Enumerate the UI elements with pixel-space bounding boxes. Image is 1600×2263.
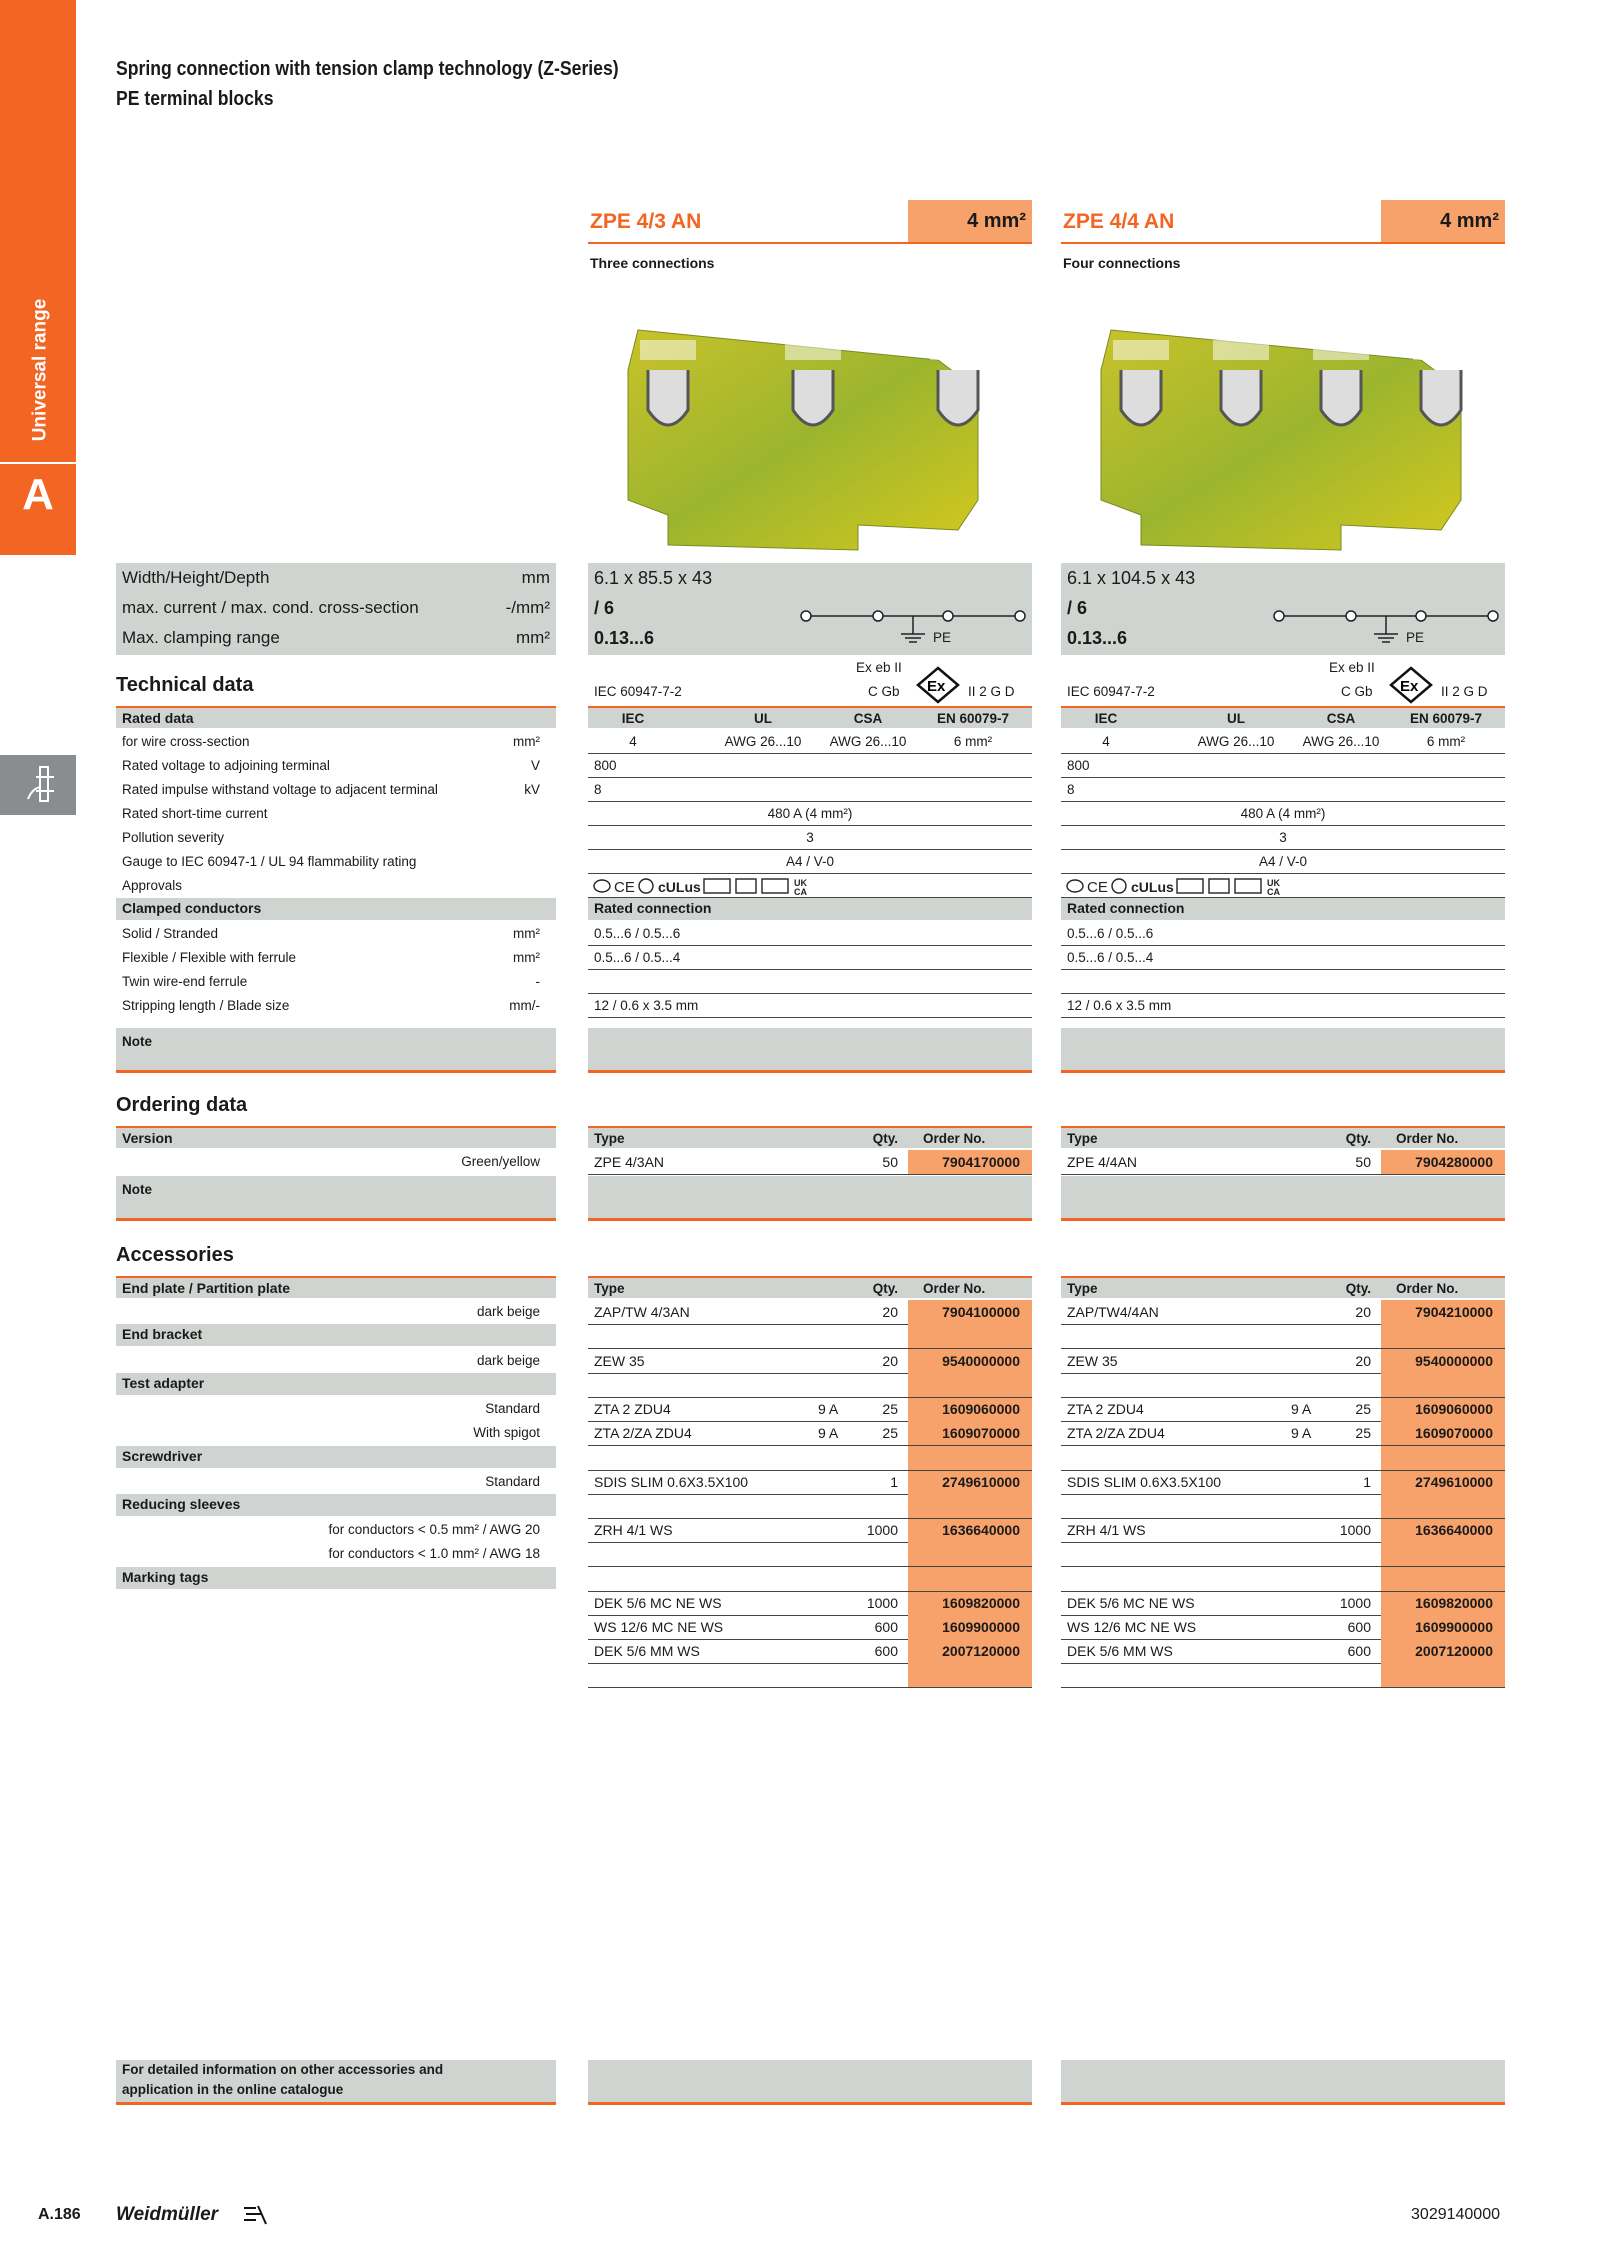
accessory-type: ZTA 2/ZA ZDU4 [594,1425,692,1441]
footer-note-underline [116,2102,556,2105]
marking-header: Marking tags [116,1567,556,1589]
page-title: Spring connection with tension clamp technology (Z-Series) [116,58,619,80]
order-qty: 50 [882,1154,898,1170]
row-divider [1061,1470,1505,1471]
imp-value: 8 [1067,782,1075,797]
row-divider [1061,1348,1505,1349]
technical-data-heading: Technical data [116,674,254,696]
accessory-rating: 9 A [1291,1425,1312,1441]
pe-schematic-icon [1271,598,1501,653]
clamp-value: 0.13...6 [1067,628,1128,648]
accessory-qty: 20 [882,1304,898,1320]
accessory-order-number[interactable]: 1636640000 [908,1518,1032,1542]
current-label: max. current / max. cond. cross-section [122,598,419,617]
accessory-qty: 25 [882,1401,898,1417]
pe-label: PE [933,630,952,645]
row-divider [588,777,1032,778]
poll-label: Pollution severity [122,830,225,845]
order-cell-empty [1381,1663,1505,1687]
reducing-header: Reducing sleeves [116,1494,556,1516]
gauge-value: A4 / V-0 [785,854,835,869]
svg-text:Ex: Ex [927,678,946,695]
order-cell-empty [908,1567,1032,1591]
testadapter-header: Test adapter [116,1373,556,1395]
rated-data-header: Rated data [116,706,556,728]
product-image [1081,300,1481,565]
row-divider [588,1591,1032,1592]
sidebar-divider [0,462,76,464]
accessory-order-number[interactable]: 1609900000 [908,1615,1032,1639]
cert-column: CSA [1326,711,1356,726]
document-number: 3029140000 [1411,2206,1500,2223]
solid-unit: mm² [513,926,540,941]
orderno-heading: Order No. [923,1131,986,1146]
note-underline [116,1070,556,1073]
endbracket-color: dark beige [476,1353,540,1368]
wire-label: for wire cross-section [122,734,250,749]
wire-value: 4 [1102,734,1110,749]
order-cell-empty [908,1324,1032,1348]
accessory-type: WS 12/6 MC NE WS [594,1619,724,1635]
wire-value: 6 mm² [1426,734,1466,749]
wire-value: AWG 26...10 [1302,734,1380,749]
approvals-label: Approvals [122,878,183,893]
accessory-order-number[interactable]: 7904100000 [908,1300,1032,1324]
svg-text:CA: CA [1267,887,1280,896]
atex-ex-icon [1389,666,1433,709]
accessory-order-number[interactable]: 2749610000 [1381,1470,1505,1494]
cert-column: IEC [1094,711,1118,726]
dims-label: Width/Height/Depth [122,568,270,587]
order-cell-empty [908,1373,1032,1397]
accessory-type: WS 12/6 MC NE WS [1067,1619,1197,1635]
brand-mark-icon [242,2204,268,2231]
accessory-type: ZEW 35 [1067,1353,1118,1369]
accessory-qty: 600 [1347,1619,1371,1635]
footer-band [1061,2060,1505,2102]
accessory-rating: 9 A [818,1401,839,1417]
sidebar-letter: A [22,470,54,519]
cert-column: EN 60079-7 [936,711,1010,726]
row-divider [588,753,1032,754]
accessory-qty: 1 [1363,1474,1371,1490]
accessory-qty: 1000 [866,1522,898,1538]
cert-column: EN 60079-7 [1409,711,1483,726]
imp-unit: kV [524,782,540,797]
type-heading: Type [1067,1281,1098,1296]
accessory-order-number[interactable]: 9540000000 [1381,1349,1505,1373]
dims-value: 6.1 x 104.5 x 43 [1067,568,1196,588]
row-divider [1061,1397,1505,1398]
note-underline [1061,1070,1505,1073]
reducing-2: for conductors < 1.0 mm² / AWG 18 [328,1546,540,1561]
svg-text:UK: UK [794,878,807,888]
accessory-order-number[interactable]: 1609070000 [908,1421,1032,1445]
accessory-qty: 600 [1347,1643,1371,1659]
accessory-rating: 9 A [1291,1401,1312,1417]
imp-value: 8 [594,782,602,797]
accessory-type: SDIS SLIM 0.6X3.5X100 [594,1474,749,1490]
order-type: ZPE 4/3AN [594,1154,665,1170]
orderno-heading: Order No. [923,1281,986,1296]
clamp-value: 0.13...6 [594,628,655,648]
accessory-order-number[interactable]: 7904210000 [1381,1300,1505,1324]
connection-count: Four connections [1063,255,1181,271]
accessory-order-number[interactable]: 1609070000 [1381,1421,1505,1445]
accessory-qty: 20 [1355,1304,1371,1320]
row-divider [588,1348,1032,1349]
svg-text:CA: CA [794,887,807,896]
accessory-qty: 20 [1355,1353,1371,1369]
clamp-unit: mm² [516,628,550,647]
note-label: Note [122,1034,152,1049]
type-heading: Type [1067,1131,1098,1146]
pe-schematic-icon [798,598,1028,653]
accessory-type: SDIS SLIM 0.6X3.5X100 [1067,1474,1222,1490]
poll-value: 3 [806,830,814,845]
accessory-qty: 20 [882,1353,898,1369]
flex-unit: mm² [513,950,540,965]
screwdriver-standard: Standard [485,1474,540,1489]
page-number: A.186 [38,2206,81,2223]
order-qty: 50 [1355,1154,1371,1170]
order-cell-empty [908,1494,1032,1518]
terminal-icon [0,755,76,815]
svg-text:Ex: Ex [1400,678,1419,695]
row-divider [588,1518,1032,1519]
row-divider [588,1687,1032,1688]
current-value: / 6 [1067,598,1088,618]
footer-underline [1061,2102,1505,2105]
accessories-heading: Accessories [116,1244,234,1266]
accessory-rating: 9 A [818,1425,839,1441]
product-image [608,300,998,565]
wire-value: 6 mm² [953,734,993,749]
endplate-header: End plate / Partition plate [116,1276,556,1298]
accessory-qty: 1000 [1339,1595,1371,1611]
accessory-order-number[interactable]: 1609060000 [908,1397,1032,1421]
ex-marking-3: II 2 G D [1441,684,1488,699]
atex-ex-icon [916,666,960,709]
qty-heading: Qty. [1345,1281,1371,1296]
footer-note-1: For detailed information on other accessories and [122,2062,444,2077]
footer-band [588,2060,1032,2102]
ex-marking-1: Ex eb II [1329,660,1375,675]
product-size: 4 mm² [1381,200,1505,242]
reducing-1: for conductors < 0.5 mm² / AWG 20 [328,1522,540,1537]
accessory-qty: 1000 [866,1595,898,1611]
order-cell-empty [1381,1324,1505,1348]
ex-marking-1: Ex eb II [856,660,902,675]
note-band [588,1028,1032,1070]
note2-band [1061,1176,1505,1218]
product-name: ZPE 4/4 AN [1063,210,1175,233]
connection-count: Three connections [590,255,715,271]
flex-label: Flexible / Flexible with ferrule [122,950,297,965]
note-band [1061,1028,1505,1070]
volt-label: Rated voltage to adjoining terminal [122,758,330,773]
clamped-header: Clamped conductors [116,898,556,920]
accessory-type: ZTA 2 ZDU4 [1067,1401,1144,1417]
accessory-order-number[interactable]: 1609900000 [1381,1615,1505,1639]
accessory-type: ZAP/TW 4/3AN [594,1304,690,1320]
testadapter-spigot: With spigot [473,1425,540,1440]
accessory-order-number[interactable]: 2007120000 [1381,1639,1505,1663]
wire-value: AWG 26...10 [724,734,802,749]
page-subtitle: PE terminal blocks [116,88,274,110]
product-name: ZPE 4/3 AN [590,210,702,233]
accessory-type: ZTA 2/ZA ZDU4 [1067,1425,1165,1441]
accessory-order-number[interactable]: 1609820000 [1381,1591,1505,1615]
qty-heading: Qty. [872,1131,898,1146]
cert-column: IEC [621,711,645,726]
ordering-data-heading: Ordering data [116,1094,248,1116]
clamp-label: Max. clamping range [122,628,280,647]
accessory-qty: 25 [1355,1425,1371,1441]
rated-connection-header: Rated connection [588,898,1032,920]
footer-note-2: application in the online catalogue [122,2082,344,2097]
accessory-type: ZRH 4/1 WS [594,1522,673,1538]
volt-unit: V [530,758,540,773]
accessory-type: DEK 5/6 MC NE WS [594,1595,722,1611]
short-label: Rated short-time current [122,806,268,821]
accessory-qty: 1 [890,1474,898,1490]
accessory-type: DEK 5/6 MC NE WS [1067,1595,1195,1611]
solid-value: 0.5...6 / 0.5...6 [594,926,681,941]
accessory-order-number[interactable]: 9540000000 [908,1349,1032,1373]
twin-label: Twin wire-end ferrule [122,974,248,989]
screwdriver-header: Screwdriver [116,1446,556,1468]
accessory-order-number[interactable]: 1609820000 [908,1591,1032,1615]
row-divider [588,1470,1032,1471]
svg-text:CE: CE [1087,879,1108,896]
ex-marking-2: C Gb [868,684,900,699]
short-value: 480 A (4 mm²) [767,806,853,821]
wire-value: 4 [629,734,637,749]
current-unit: -/mm² [505,598,550,617]
accessory-type: DEK 5/6 MM WS [1067,1643,1173,1659]
product-header [588,200,1032,244]
gauge-label: Gauge to IEC 60947-1 / UL 94 flammability rating [122,854,417,869]
type-heading: Type [594,1281,625,1296]
dims-unit: mm [521,568,550,587]
accessory-type: DEK 5/6 MM WS [594,1643,700,1659]
testadapter-standard: Standard [485,1401,540,1416]
strip-label: Stripping length / Blade size [122,998,290,1013]
cert-column: CSA [853,711,883,726]
orderno-heading: Order No. [1396,1281,1459,1296]
standard-label: IEC 60947-7-2 [1067,684,1155,699]
row-divider [588,1174,1032,1175]
color-value: Green/yellow [461,1154,540,1169]
svg-text:cULus: cULus [1131,879,1174,895]
accessory-qty: 25 [1355,1401,1371,1417]
volt-value: 800 [1067,758,1090,773]
short-value: 480 A (4 mm²) [1240,806,1326,821]
poll-value: 3 [1279,830,1287,845]
order-cell-empty [1381,1567,1505,1591]
volt-value: 800 [594,758,617,773]
order-number[interactable]: 7904170000 [908,1150,1032,1174]
solid-label: Solid / Stranded [122,926,219,941]
note2-underline [116,1218,556,1221]
footer-underline [588,2102,1032,2105]
order-cell-empty [908,1663,1032,1687]
standard-label: IEC 60947-7-2 [594,684,682,699]
imp-label: Rated impulse withstand voltage to adjacent terminal [122,782,438,797]
type-heading: Type [594,1131,625,1146]
strip-value: 12 / 0.6 x 3.5 mm [594,998,699,1013]
wire-value: AWG 26...10 [1197,734,1275,749]
row-divider [1061,1591,1505,1592]
row-divider [1061,1174,1505,1175]
ex-marking-3: II 2 G D [968,684,1015,699]
rated-connection-header: Rated connection [1061,898,1505,920]
ex-marking-2: C Gb [1341,684,1373,699]
wire-unit: mm² [513,734,540,749]
svg-text:cULus: cULus [658,879,701,895]
accessory-order-number[interactable]: 2749610000 [908,1470,1032,1494]
orderno-heading: Order No. [1396,1131,1459,1146]
qty-heading: Qty. [1345,1131,1371,1146]
accessory-type: ZRH 4/1 WS [1067,1522,1146,1538]
row-divider [1061,1518,1505,1519]
solid-value: 0.5...6 / 0.5...6 [1067,926,1154,941]
pe-label: PE [1406,630,1425,645]
endplate-color: dark beige [476,1304,540,1319]
svg-text:CE: CE [614,879,635,896]
cert-column: UL [1227,711,1245,726]
sidebar-range-label: Universal range [29,298,51,442]
accessory-qty: 600 [874,1619,898,1635]
flex-value: 0.5...6 / 0.5...4 [594,950,681,965]
note2-underline [588,1218,1032,1221]
flex-value: 0.5...6 / 0.5...4 [1067,950,1154,965]
order-cell-empty [1381,1494,1505,1518]
row-divider [1061,753,1505,754]
order-number[interactable]: 7904280000 [1381,1150,1505,1174]
note-band [116,1028,556,1070]
gauge-value: A4 / V-0 [1258,854,1308,869]
product-header [1061,200,1505,244]
product-size: 4 mm² [908,200,1032,242]
accessory-qty: 25 [882,1425,898,1441]
accessory-order-number[interactable]: 1609060000 [1381,1397,1505,1421]
accessory-order-number[interactable]: 1636640000 [1381,1518,1505,1542]
version-header: Version [116,1126,556,1148]
order-cell-empty [908,1542,1032,1566]
note-underline [588,1070,1032,1073]
accessory-type: ZEW 35 [594,1353,645,1369]
note2-band [116,1176,556,1218]
order-type: ZPE 4/4AN [1067,1154,1138,1170]
brand-logo: Weidmüller [116,2204,219,2225]
accessory-order-number[interactable]: 2007120000 [908,1639,1032,1663]
note2-label: Note [122,1182,152,1197]
row-divider [1061,777,1505,778]
order-cell-empty [908,1446,1032,1470]
cert-column: UL [754,711,772,726]
dims-value: 6.1 x 85.5 x 43 [594,568,713,588]
note2-band [588,1176,1032,1218]
qty-heading: Qty. [872,1281,898,1296]
row-divider [1061,1687,1505,1688]
accessory-qty: 600 [874,1643,898,1659]
note2-underline [1061,1218,1505,1221]
endbracket-header: End bracket [116,1324,556,1346]
accessory-type: ZAP/TW4/4AN [1067,1304,1159,1320]
accessory-qty: 1000 [1339,1522,1371,1538]
svg-text:UK: UK [1267,878,1280,888]
order-cell-empty [1381,1446,1505,1470]
order-cell-empty [1381,1542,1505,1566]
accessory-type: ZTA 2 ZDU4 [594,1401,671,1417]
row-divider [588,1397,1032,1398]
current-value: / 6 [594,598,615,618]
wire-value: AWG 26...10 [829,734,907,749]
twin-unit: - [535,974,540,989]
strip-unit: mm/- [509,998,540,1013]
strip-value: 12 / 0.6 x 3.5 mm [1067,998,1172,1013]
order-cell-empty [1381,1373,1505,1397]
